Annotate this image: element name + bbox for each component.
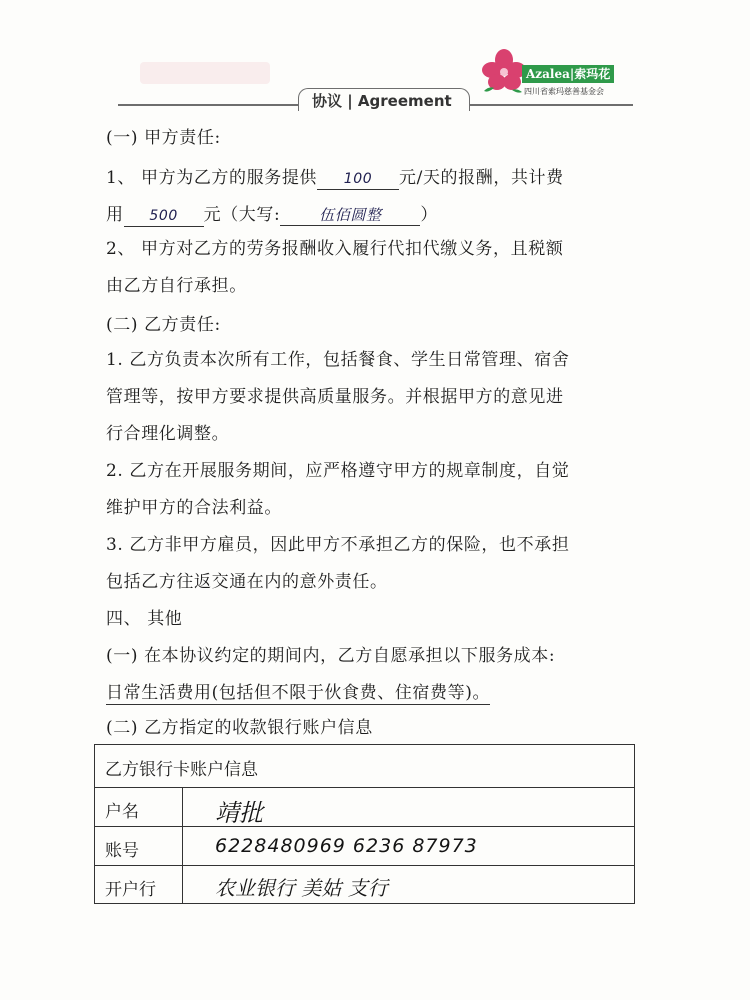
bank-row-divider — [95, 865, 634, 866]
faded-stamp — [140, 62, 270, 84]
clause-b2-line1: 2. 乙方在开展服务期间，应严格遵守甲方的规章制度，自觉 — [106, 461, 570, 481]
logo-org-name: 四川省索玛慈善基金会 — [524, 87, 604, 96]
daily-rate-field: 100 — [317, 169, 399, 190]
bank-row-divider — [95, 826, 634, 827]
party-b-heading: (二) 乙方责任: — [106, 315, 221, 335]
clause-a2-line1: 2、 甲方对乙方的劳务报酬收入履行代扣代缴义务，且税额 — [106, 239, 564, 259]
clause-a1-capital-prefix: 元（大写: — [203, 205, 281, 225]
clause-o1-line2 — [106, 683, 490, 703]
clause-b3-line1: 3. 乙方非甲方雇员，因此甲方不承担乙方的保险，也不承担 — [106, 535, 570, 555]
page-title: 协议 | Agreement — [312, 92, 452, 110]
account-number-value: 6228480969 6236 87973 — [215, 835, 478, 857]
clause-o1-costs: 日常生活费用(包括但不限于伙食费、住宿费等)。 — [106, 683, 491, 703]
capital-amount-field: 伍佰圆整 — [280, 205, 420, 226]
bank-account-table — [94, 744, 635, 904]
clause-a1-capital-suffix: ） — [420, 205, 438, 225]
clause-b1-line3: 行合理化调整。 — [106, 424, 230, 444]
total-amount-field: 500 — [124, 206, 204, 227]
clause-o1-line1: (一) 在本协议约定的期间内，乙方自愿承担以下服务成本: — [106, 646, 556, 666]
clause-b3-line2: 包括乙方往返交通在内的意外责任。 — [106, 572, 388, 592]
account-name-label: 户名 — [105, 802, 139, 822]
logo-brand-text: Azalea|索玛花 — [522, 65, 614, 83]
account-name-value: 靖批 — [215, 799, 263, 827]
bank-row-divider — [95, 787, 634, 788]
clause-a1-suffix: 元/天的报酬，共计费 — [399, 168, 564, 188]
clause-a1-line2 — [106, 205, 438, 227]
clause-o2-line1: (二) 乙方指定的收款银行账户信息 — [106, 718, 373, 738]
bank-table-title: 乙方银行卡账户信息 — [105, 760, 258, 780]
clause-b2-line2: 维护甲方的合法利益。 — [106, 498, 282, 518]
bank-column-divider — [182, 787, 183, 903]
clause-a1-prefix: 1、 甲方为乙方的服务提供 — [106, 168, 318, 188]
party-a-heading: (一) 甲方责任: — [106, 128, 221, 148]
bank-branch-value: 农业银行 美姑 支行 — [215, 876, 388, 900]
clause-b1-line1: 1. 乙方负责本次所有工作，包括餐食、学生日常管理、宿舍 — [106, 350, 570, 370]
clause-b1-line2: 管理等，按甲方要求提供高质量服务。并根据甲方的意见进 — [106, 387, 564, 407]
clause-a2-line2: 由乙方自行承担。 — [106, 276, 247, 296]
other-heading: 四、 其他 — [106, 609, 183, 629]
foundation-logo — [482, 48, 632, 108]
account-number-label: 账号 — [105, 841, 139, 861]
bank-branch-label: 开户行 — [105, 880, 156, 900]
clause-a1-line1 — [106, 168, 564, 190]
clause-a1-total-prefix: 用 — [106, 205, 124, 225]
